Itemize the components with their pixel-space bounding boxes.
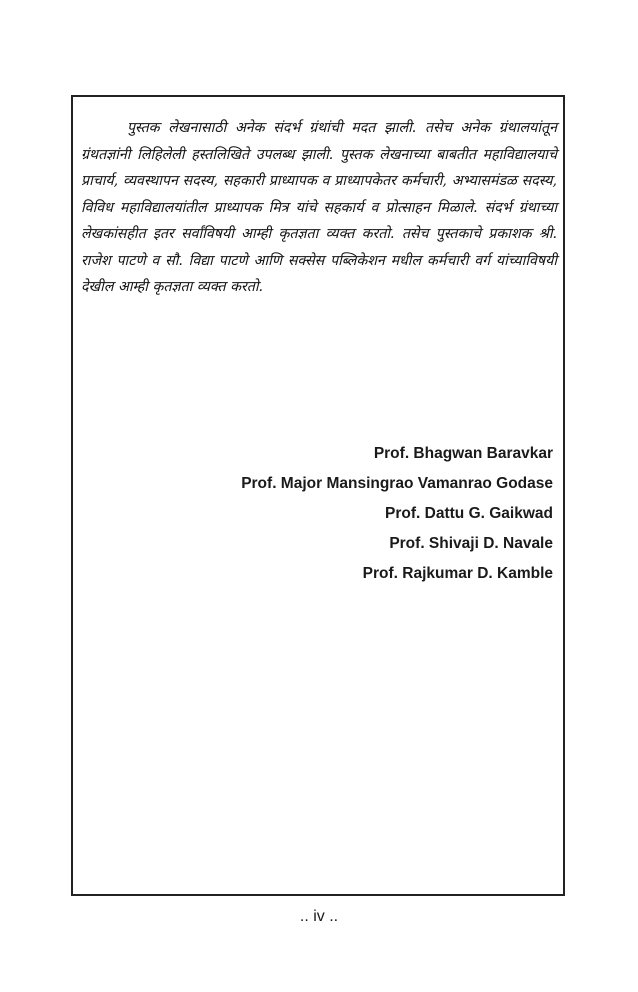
- author-name: Prof. Bhagwan Baravkar: [373, 445, 553, 462]
- author-name: Prof. Shivaji D. Navale: [389, 535, 553, 552]
- page-border-frame: [71, 95, 565, 896]
- page-number: .. iv ..: [299, 908, 339, 925]
- acknowledgement-paragraph: पुस्तक लेखनासाठी अनेक संदर्भ ग्रंथांची मदत झाली. तसेच अनेक ग्रंथालयांतून ग्रंथतज्ञांनी लिहिलेली हस्तलिखिते उपलब्ध झाली. पुस्तक लेखनाच्या बाबतीत महाविद्यालयाचे प्राचार्य, व्यवस्थापन सदस्य, सहकारी प्राध्यापक व प्राध्यापकेतर कर्मचारी, अभ्यासमंडळ सदस्य, विविध महाविद्यालयांतील प्राध्यापक मित्र यांचे सहकार्य व प्रोत्साहन मिळाले. संदर्भ ग्रंथाच्या लेखकांसहीत इतर सर्वांविषयी आम्ही कृतज्ञता व्यक्त करतो. तसेच पुस्तकाचे प्रकाशक श्री. राजेश पाटणे व सौ. विद्या पाटणे आणि सक्सेस पब्लिकेशन मधील कर्मचारी वर्ग यांच्याविषयी देखील आम्ही कृतज्ञता व्यक्त करतो.: [81, 120, 557, 295]
- author-name: Prof. Dattu G. Gaikwad: [385, 505, 553, 522]
- author-name: Prof. Major Mansingrao Vamanrao Godase: [241, 475, 553, 492]
- author-name: Prof. Rajkumar D. Kamble: [362, 565, 553, 582]
- author-signature-block: [241, 439, 553, 589]
